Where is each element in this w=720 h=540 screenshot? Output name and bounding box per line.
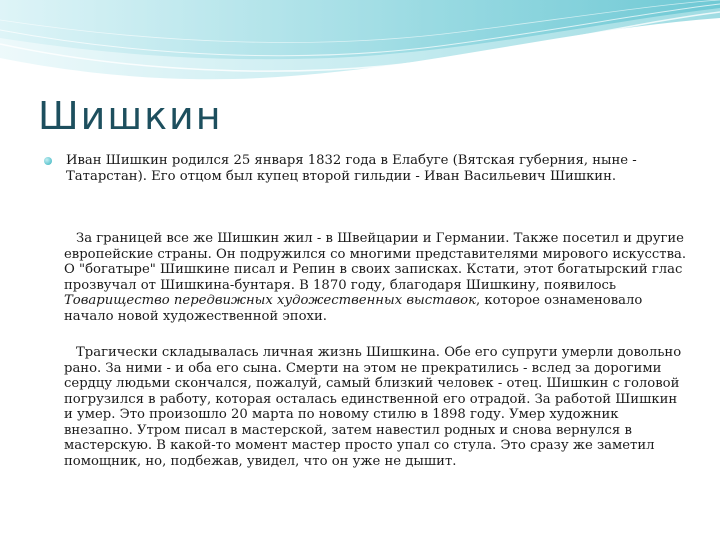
paragraph-abroad-text: За границей все же Шишкин жил - в Швейцарии и Германии. Также посетил и другие европейские страны. Он подружился со многими представителями мирового искусства. О "богатыре" Шишкине писал и Репин в своих записках. Кстати, этот богатырский глас прозвучал от Шишкина-бунтаря. В 1870 году, благодаря Шишкину, появилось [64, 231, 687, 293]
paragraph-abroad-ending: , которое ознаменовало начало новой художественной эпохи. [64, 293, 643, 324]
paragraph-personal-life: Трагически складывалась личная жизнь Шишкина. Обе его супруги умерли довольно рано. За ними - и оба его сына. Смерти на этом не прекратились - вслед за дорогими сердцу людьми скончался, пожалуй, самый близкий человек - отец. Шишкин с головой погрузился в работу, которая осталась единственной его отрадой. За работой Шишкин и умер. Это произошло 20 марта по новому стилю в 1898 году. Умер художник внезапно. Утром писал в мастерской, затем навестил родных и снова вернулся в мастерскую. В какой-то момент мастер просто упал со стула. Это сразу же заметил помощник, но, подбежав, увидел, что он уже не дышит. [64, 345, 682, 469]
slide-title: Шишкин [38, 94, 223, 138]
bullet-list [44, 153, 684, 184]
bullet-dot-icon [44, 157, 52, 165]
peredvizhniki-name: Товарищество передвижных художественных выставок [64, 293, 476, 308]
top-wave-decoration [0, 0, 720, 95]
paragraph-abroad [64, 231, 688, 324]
bullet-text: Иван Шишкин родился 25 января 1832 года в Елабуге (Вятская губерния, ныне - Татарстан). Его отцом был купец второй гильдии - Иван Васильевич Шишкин. [66, 153, 637, 184]
bullet-item [44, 153, 684, 184]
